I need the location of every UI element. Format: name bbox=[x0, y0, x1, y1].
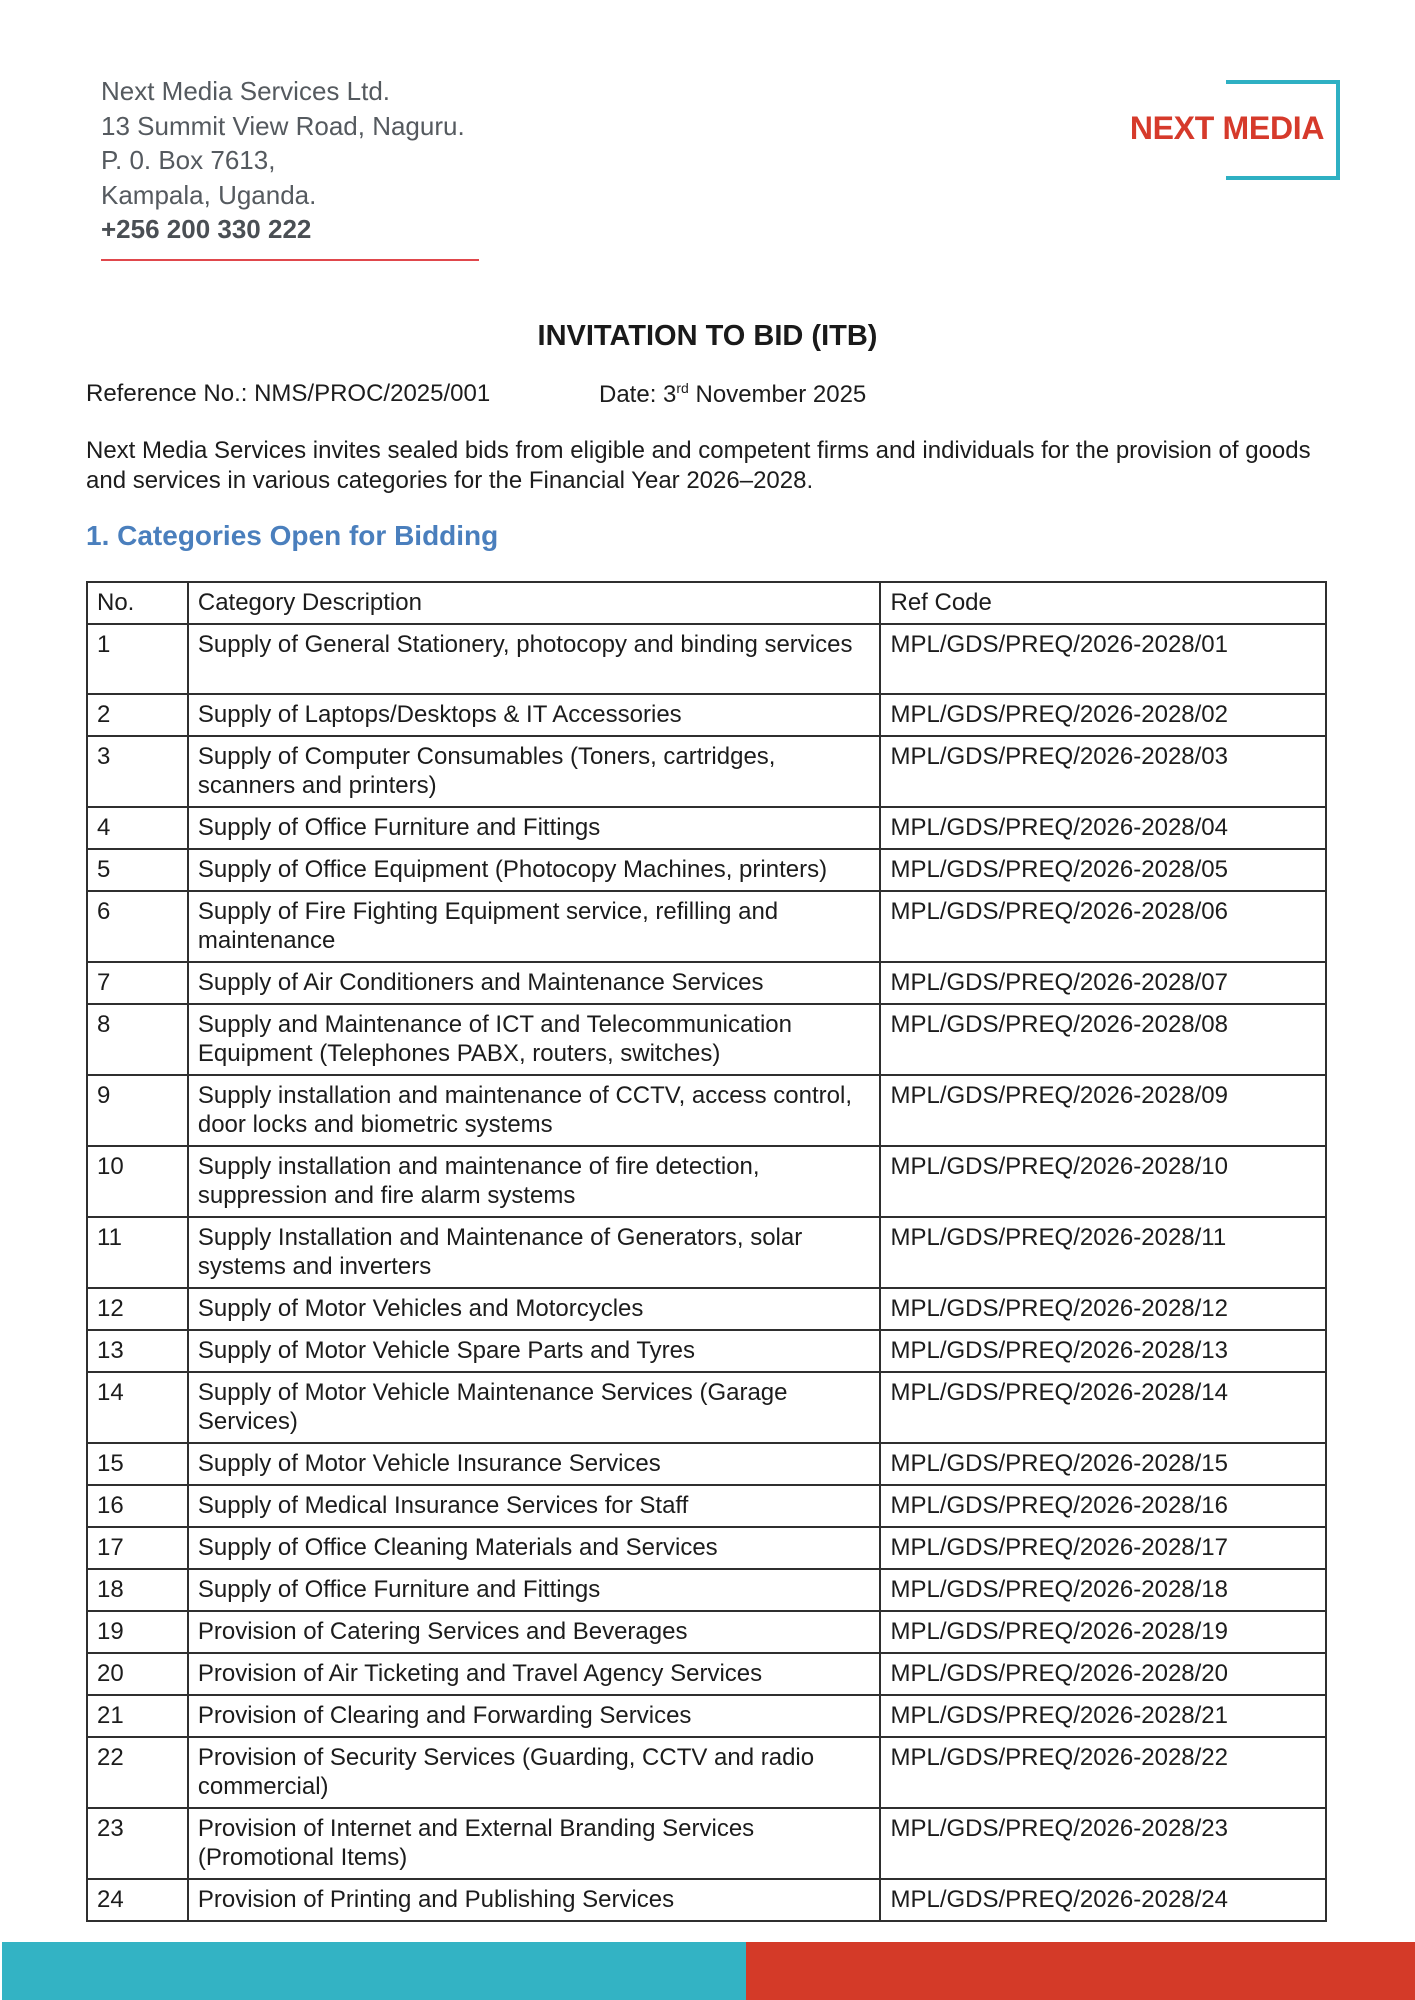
cell-ref-code: MPL/GDS/PREQ/2026-2028/24 bbox=[880, 1879, 1326, 1921]
table-row bbox=[87, 1527, 1326, 1569]
logo-text: NEXT MEDIA bbox=[1129, 110, 1325, 146]
categories-table bbox=[86, 581, 1327, 1922]
cell-description: Supply of Medical Insurance Services for Staff bbox=[188, 1485, 881, 1527]
table-row bbox=[87, 891, 1326, 962]
cell-ref-code: MPL/GDS/PREQ/2026-2028/16 bbox=[880, 1485, 1326, 1527]
cell-description: Supply installation and maintenance of fire detection, suppression and fire alarm systems bbox=[188, 1146, 881, 1217]
cell-no: 3 bbox=[87, 736, 188, 807]
reference-number: Reference No.: NMS/PROC/2025/001 bbox=[86, 380, 491, 407]
cell-description: Supply Installation and Maintenance of Generators, solar systems and inverters bbox=[188, 1217, 881, 1288]
table-row bbox=[87, 849, 1326, 891]
document-date: Date: 3rd November 2025 bbox=[599, 380, 867, 408]
cell-ref-code: MPL/GDS/PREQ/2026-2028/17 bbox=[880, 1527, 1326, 1569]
cell-no: 20 bbox=[87, 1653, 188, 1695]
cell-ref-code: MPL/GDS/PREQ/2026-2028/14 bbox=[880, 1372, 1326, 1443]
cell-ref-code: MPL/GDS/PREQ/2026-2028/19 bbox=[880, 1611, 1326, 1653]
cell-ref-code: MPL/GDS/PREQ/2026-2028/02 bbox=[880, 694, 1326, 736]
city: Kampala, Uganda. bbox=[101, 179, 317, 210]
cell-ref-code: MPL/GDS/PREQ/2026-2028/18 bbox=[880, 1569, 1326, 1611]
cell-description: Supply of Office Furniture and Fittings bbox=[188, 807, 881, 849]
table-row bbox=[87, 1330, 1326, 1372]
header-description: Category Description bbox=[188, 582, 881, 624]
table-row bbox=[87, 1569, 1326, 1611]
table-row bbox=[87, 1737, 1326, 1808]
cell-description: Supply and Maintenance of ICT and Telecommunication Equipment (Telephones PABX, routers, switches) bbox=[188, 1004, 881, 1075]
cell-ref-code: MPL/GDS/PREQ/2026-2028/13 bbox=[880, 1330, 1326, 1372]
table-row bbox=[87, 807, 1326, 849]
cell-description: Supply of Motor Vehicle Spare Parts and Tyres bbox=[188, 1330, 881, 1372]
cell-no: 15 bbox=[87, 1443, 188, 1485]
cell-description: Provision of Catering Services and Beverages bbox=[188, 1611, 881, 1653]
next-media-logo bbox=[1116, 80, 1340, 182]
section-heading: 1. Categories Open for Bidding bbox=[86, 520, 499, 551]
cell-ref-code: MPL/GDS/PREQ/2026-2028/22 bbox=[880, 1737, 1326, 1808]
table-row bbox=[87, 1372, 1326, 1443]
cell-ref-code: MPL/GDS/PREQ/2026-2028/12 bbox=[880, 1288, 1326, 1330]
cell-no: 13 bbox=[87, 1330, 188, 1372]
cell-ref-code: MPL/GDS/PREQ/2026-2028/03 bbox=[880, 736, 1326, 807]
page-title: INVITATION TO BID (ITB) bbox=[537, 320, 878, 352]
table-body bbox=[87, 624, 1326, 1921]
table-row bbox=[87, 1146, 1326, 1217]
table-row bbox=[87, 1004, 1326, 1075]
cell-description: Provision of Printing and Publishing Services bbox=[188, 1879, 881, 1921]
table-row bbox=[87, 1288, 1326, 1330]
company-name: Next Media Services Ltd. bbox=[101, 76, 391, 106]
table-row bbox=[87, 1217, 1326, 1288]
table-row bbox=[87, 1879, 1326, 1921]
table-row bbox=[87, 736, 1326, 807]
table-header-row bbox=[87, 582, 1326, 624]
cell-description: Supply of Office Equipment (Photocopy Machines, printers) bbox=[188, 849, 881, 891]
cell-description: Provision of Air Ticketing and Travel Agency Services bbox=[188, 1653, 881, 1695]
intro-paragraph: Next Media Services invites sealed bids from eligible and competent firms and individuals for the provision of goods and services in various categories for the Financial Year 2026–2028. bbox=[86, 437, 1311, 494]
cell-ref-code: MPL/GDS/PREQ/2026-2028/15 bbox=[880, 1443, 1326, 1485]
cell-no: 11 bbox=[87, 1217, 188, 1288]
cell-description: Supply of Office Cleaning Materials and Services bbox=[188, 1527, 881, 1569]
cell-no: 14 bbox=[87, 1372, 188, 1443]
header-ref-code: Ref Code bbox=[880, 582, 1326, 624]
cell-ref-code: MPL/GDS/PREQ/2026-2028/21 bbox=[880, 1695, 1326, 1737]
po-box: P. 0. Box 7613, bbox=[101, 145, 276, 175]
company-address bbox=[101, 74, 465, 247]
cell-no: 2 bbox=[87, 694, 188, 736]
cell-description: Supply of Computer Consumables (Toners, cartridges, scanners and printers) bbox=[188, 736, 881, 807]
table-row bbox=[87, 694, 1326, 736]
cell-no: 22 bbox=[87, 1737, 188, 1808]
cell-description: Supply of Motor Vehicle Maintenance Services (Garage Services) bbox=[188, 1372, 881, 1443]
cell-no: 8 bbox=[87, 1004, 188, 1075]
cell-description: Supply of General Stationery, photocopy and binding services bbox=[188, 624, 881, 694]
cell-description: Supply of Laptops/Desktops & IT Accessories bbox=[188, 694, 881, 736]
cell-description: Provision of Internet and External Branding Services (Promotional Items) bbox=[188, 1808, 881, 1879]
cell-description: Supply of Motor Vehicle Insurance Services bbox=[188, 1443, 881, 1485]
footer-band-teal bbox=[2, 1942, 746, 2000]
cell-ref-code: MPL/GDS/PREQ/2026-2028/01 bbox=[880, 624, 1326, 694]
cell-no: 10 bbox=[87, 1146, 188, 1217]
cell-no: 23 bbox=[87, 1808, 188, 1879]
cell-no: 18 bbox=[87, 1569, 188, 1611]
cell-no: 12 bbox=[87, 1288, 188, 1330]
cell-no: 21 bbox=[87, 1695, 188, 1737]
cell-ref-code: MPL/GDS/PREQ/2026-2028/05 bbox=[880, 849, 1326, 891]
cell-no: 6 bbox=[87, 891, 188, 962]
logo-frame-bottom bbox=[1226, 176, 1338, 180]
table-row bbox=[87, 1808, 1326, 1879]
cell-ref-code: MPL/GDS/PREQ/2026-2028/23 bbox=[880, 1808, 1326, 1879]
cell-no: 5 bbox=[87, 849, 188, 891]
cell-description: Supply installation and maintenance of CCTV, access control, door locks and biometric systems bbox=[188, 1075, 881, 1146]
table-row bbox=[87, 1611, 1326, 1653]
cell-no: 4 bbox=[87, 807, 188, 849]
cell-description: Provision of Clearing and Forwarding Services bbox=[188, 1695, 881, 1737]
phone-number: +256 200 330 222 bbox=[101, 214, 312, 244]
cell-description: Supply of Air Conditioners and Maintenance Services bbox=[188, 962, 881, 1004]
table-row bbox=[87, 962, 1326, 1004]
cell-description: Supply of Fire Fighting Equipment service, refilling and maintenance bbox=[188, 891, 881, 962]
cell-no: 16 bbox=[87, 1485, 188, 1527]
address-divider bbox=[101, 259, 479, 261]
footer-band-red bbox=[746, 1942, 1415, 2000]
cell-ref-code: MPL/GDS/PREQ/2026-2028/10 bbox=[880, 1146, 1326, 1217]
cell-description: Supply of Office Furniture and Fittings bbox=[188, 1569, 881, 1611]
cell-no: 19 bbox=[87, 1611, 188, 1653]
table-row bbox=[87, 624, 1326, 694]
cell-description: Provision of Security Services (Guarding, CCTV and radio commercial) bbox=[188, 1737, 881, 1808]
cell-ref-code: MPL/GDS/PREQ/2026-2028/06 bbox=[880, 891, 1326, 962]
cell-ref-code: MPL/GDS/PREQ/2026-2028/20 bbox=[880, 1653, 1326, 1695]
cell-ref-code: MPL/GDS/PREQ/2026-2028/08 bbox=[880, 1004, 1326, 1075]
cell-no: 24 bbox=[87, 1879, 188, 1921]
header-no: No. bbox=[87, 582, 188, 624]
cell-ref-code: MPL/GDS/PREQ/2026-2028/04 bbox=[880, 807, 1326, 849]
cell-no: 9 bbox=[87, 1075, 188, 1146]
cell-no: 7 bbox=[87, 962, 188, 1004]
table-row bbox=[87, 1653, 1326, 1695]
table-row bbox=[87, 1075, 1326, 1146]
cell-ref-code: MPL/GDS/PREQ/2026-2028/07 bbox=[880, 962, 1326, 1004]
street-address: 13 Summit View Road, Naguru. bbox=[101, 110, 465, 141]
cell-no: 17 bbox=[87, 1527, 188, 1569]
table-row bbox=[87, 1695, 1326, 1737]
table-row bbox=[87, 1443, 1326, 1485]
table-row bbox=[87, 1485, 1326, 1527]
cell-description: Supply of Motor Vehicles and Motorcycles bbox=[188, 1288, 881, 1330]
cell-no: 1 bbox=[87, 624, 188, 694]
logo-frame-top bbox=[1226, 80, 1338, 84]
cell-ref-code: MPL/GDS/PREQ/2026-2028/11 bbox=[880, 1217, 1326, 1288]
cell-ref-code: MPL/GDS/PREQ/2026-2028/09 bbox=[880, 1075, 1326, 1146]
